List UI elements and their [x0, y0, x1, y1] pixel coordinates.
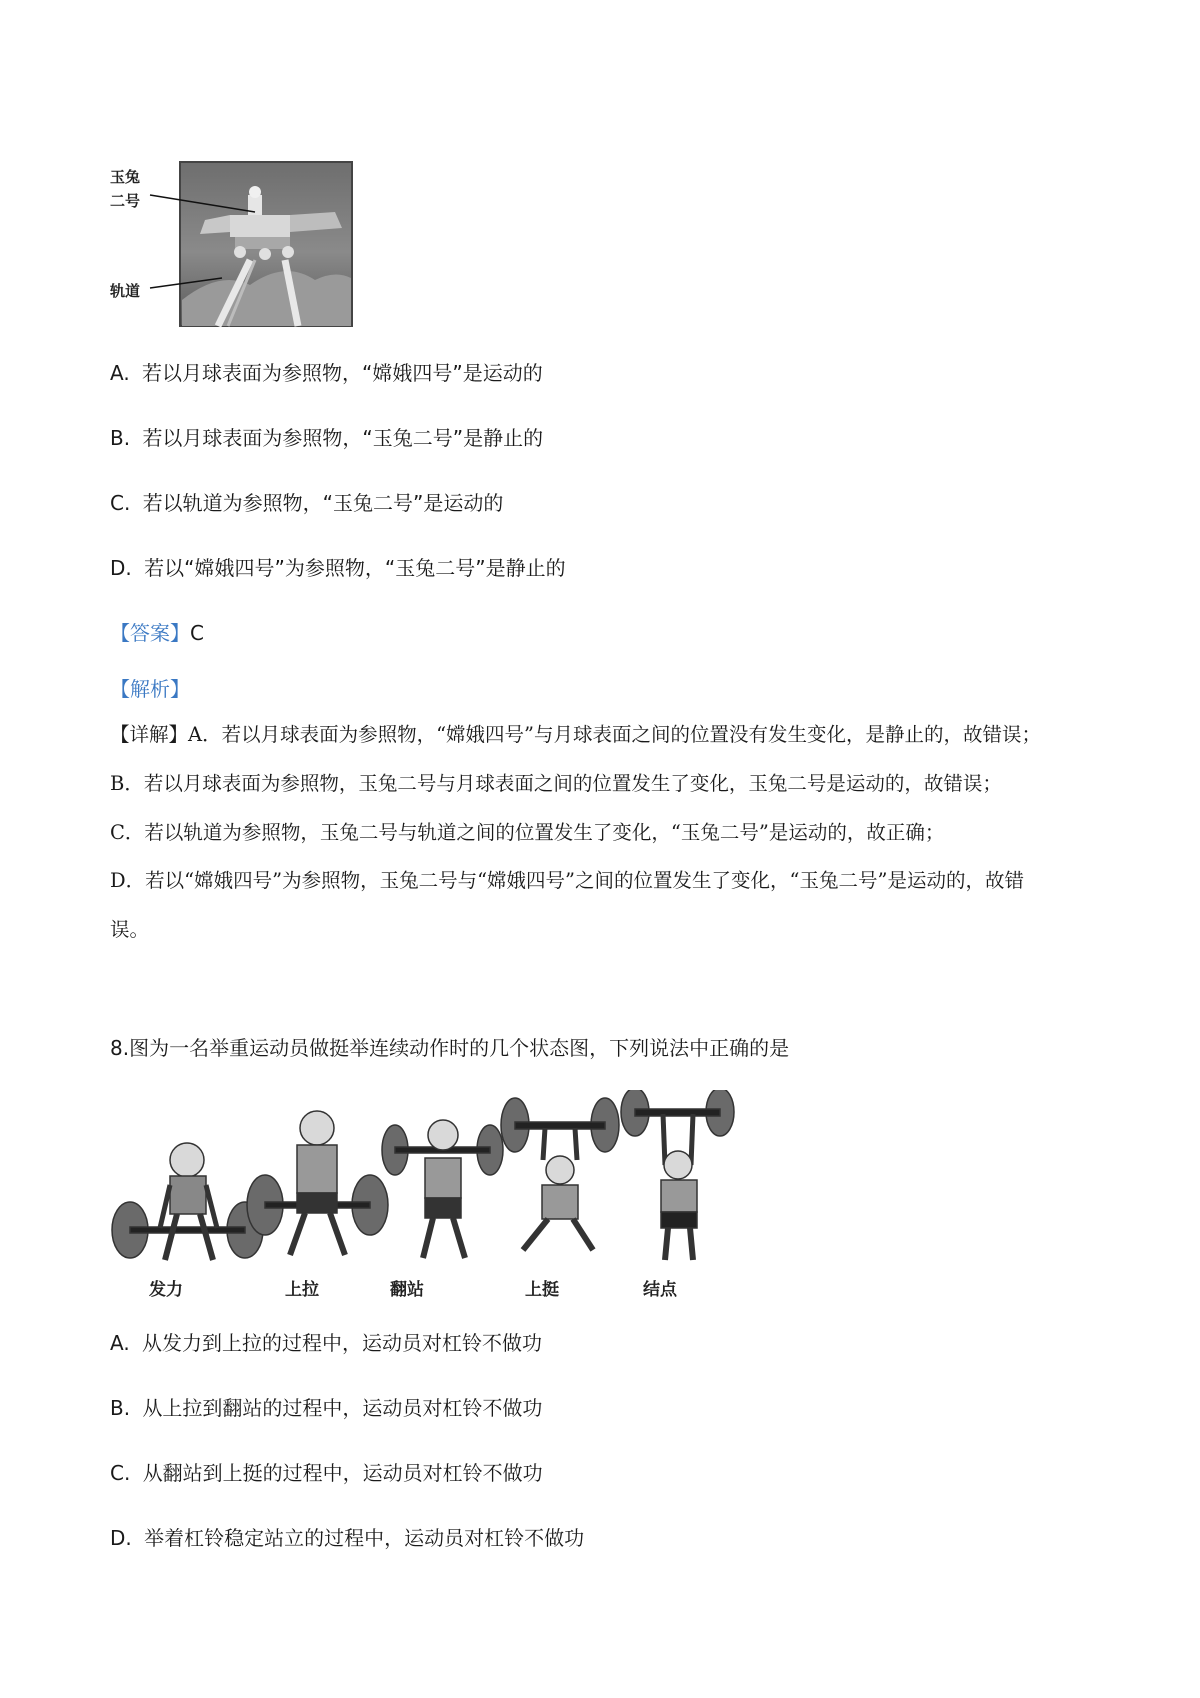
q8-option-a-text: 从发力到上拉的过程中，运动员对杠铃不做功: [142, 1331, 543, 1355]
caption-fanzhan: 翻站: [390, 1280, 424, 1300]
q7-option-c: [110, 489, 503, 517]
q7-option-d-text: 若以“嫦娥四号”为参照物，“玉兔二号”是静止的: [144, 556, 566, 580]
answer-tag: 【答案】: [110, 621, 190, 645]
detail-line-4: D．若以“嫦娥四号”为参照物，玉兔二号与“嫦娥四号”之间的位置发生了变化，“玉兔二号”是运动的，故错: [110, 869, 1024, 892]
q8-option-a: [110, 1329, 542, 1357]
q8-option-c: [110, 1459, 543, 1487]
rover-photo: [110, 160, 355, 330]
q7-option-a-text: 若以月球表面为参照物，“嫦娥四号”是运动的: [142, 361, 543, 385]
answer-line: [110, 619, 204, 647]
detail-line-5: 误。: [110, 918, 150, 941]
q8-option-c-text: 从翻站到上挺的过程中，运动员对杠铃不做功: [142, 1461, 543, 1485]
answer-value: C: [190, 621, 204, 645]
q7-option-b: [110, 424, 543, 452]
detail-line-2: B．若以月球表面为参照物，玉兔二号与月球表面之间的位置发生了变化，玉兔二号是运动的，故错误；: [110, 772, 1002, 795]
q8-option-b-text: 从上拉到翻站的过程中，运动员对杠铃不做功: [142, 1396, 543, 1420]
weightlifter-stages: [105, 1090, 805, 1280]
weightlifter-figure: [105, 1090, 805, 1305]
q7-option-b-letter: B.: [110, 426, 131, 450]
rover-label-line2: 二号: [110, 192, 141, 210]
q7-option-d: [110, 554, 566, 582]
track-label: 轨道: [110, 282, 141, 300]
caption-shangla: 上拉: [285, 1280, 319, 1300]
rover-label-line1: 玉兔: [110, 168, 141, 186]
detail-line-3: C．若以轨道为参照物，玉兔二号与轨道之间的位置发生了变化，“玉兔二号”是运动的，故正确；: [110, 821, 945, 844]
q7-option-b-text: 若以月球表面为参照物，“玉兔二号”是静止的: [142, 426, 544, 450]
q8-option-d-letter: D.: [110, 1526, 132, 1550]
detail-line-1: 【详解】A．若以月球表面为参照物，“嫦娥四号”与月球表面之间的位置没有发生变化，是静止的，故错误；: [110, 723, 1042, 746]
caption-shangting: 上挺: [525, 1280, 559, 1300]
q8-stem: 8.图为一名举重运动员做挺举连续动作时的几个状态图，下列说法中正确的是: [110, 1036, 790, 1060]
q8-option-b: [110, 1394, 542, 1422]
caption-jiedian: 结点: [643, 1280, 677, 1300]
q8-option-b-letter: B.: [110, 1396, 131, 1420]
q8-option-c-letter: C.: [110, 1461, 131, 1485]
q7-option-c-text: 若以轨道为参照物，“玉兔二号”是运动的: [142, 491, 504, 515]
caption-fali: 发力: [149, 1280, 183, 1300]
q7-option-a: [110, 359, 543, 387]
q7-option-a-letter: A.: [110, 361, 130, 385]
analysis-tag: 【解析】: [110, 677, 190, 701]
q8-option-a-letter: A.: [110, 1331, 130, 1355]
q7-option-c-letter: C.: [110, 491, 131, 515]
q8-option-d-text: 举着杠铃稳定站立的过程中，运动员对杠铃不做功: [144, 1526, 585, 1550]
q7-option-d-letter: D.: [110, 556, 132, 580]
q8-option-d: [110, 1524, 584, 1552]
rover-figure: [110, 160, 355, 330]
